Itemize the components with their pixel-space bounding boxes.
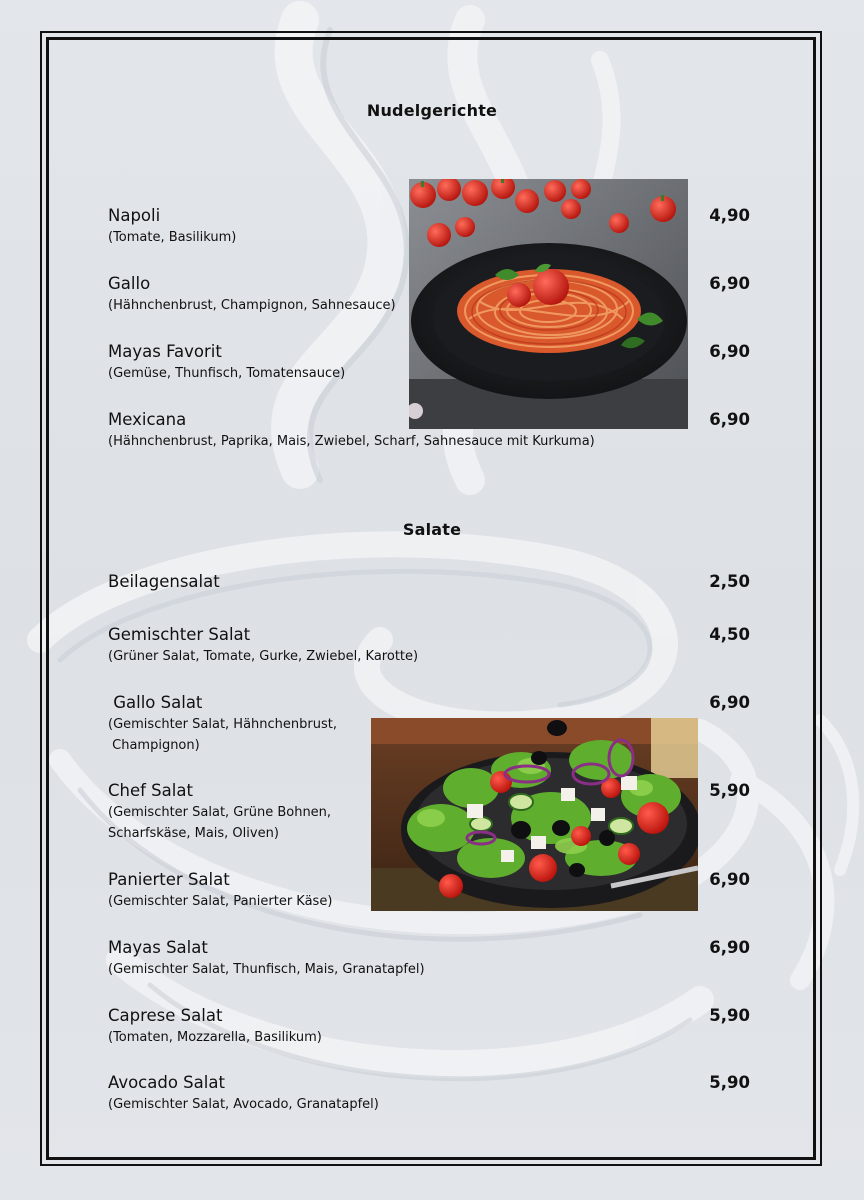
item-price: 6,90 [709, 274, 750, 293]
item-description: (Gemischter Salat, Hähnchenbrust, [108, 717, 337, 732]
item-description: (Hähnchenbrust, Champignon, Sahnesauce) [108, 298, 396, 313]
item-price: 6,90 [709, 410, 750, 429]
item-description: (Gemischter Salat, Grüne Bohnen, [108, 805, 332, 820]
menu-item-napoli [108, 205, 236, 248]
item-price: 5,90 [709, 1073, 750, 1092]
item-description: (Gemischter Salat, Panierter Käse) [108, 894, 333, 909]
item-price: 6,90 [709, 342, 750, 361]
item-description: (Gemischter Salat, Avocado, Granatapfel) [108, 1097, 379, 1112]
item-name: Gemischter Salat [108, 625, 251, 644]
item-name: Napoli [108, 206, 161, 225]
item-name: Avocado Salat [108, 1073, 225, 1092]
item-price: 4,90 [709, 206, 750, 225]
item-name: Caprese Salat [108, 1006, 223, 1025]
item-price: 6,90 [709, 870, 750, 889]
item-price: 6,90 [709, 938, 750, 957]
menu-item-mayas-salat [108, 937, 425, 980]
item-description: (Tomaten, Mozzarella, Basilikum) [108, 1030, 322, 1045]
menu-item-chef-salat [108, 780, 331, 844]
item-price: 5,90 [709, 1006, 750, 1025]
item-price: 6,90 [709, 693, 750, 712]
item-description: (Tomate, Basilikum) [108, 230, 237, 245]
item-price: 4,50 [709, 625, 750, 644]
menu-item-gallo-salat [108, 692, 337, 756]
section-title-salate: Salate [402, 520, 462, 539]
section-title-nudelgerichte: Nudelgerichte [366, 101, 498, 120]
item-name: Chef Salat [108, 781, 193, 800]
item-description-line2: Scharfskäse, Mais, Oliven) [108, 826, 279, 841]
item-description-line2: Champignon) [108, 738, 200, 753]
item-description: (Hähnchenbrust, Paprika, Mais, Zwiebel, Scharf, Sahnesauce mit Kurkuma) [108, 434, 595, 449]
item-name: Gallo Salat [108, 693, 203, 712]
item-name: Mayas Salat [108, 938, 208, 957]
menu-item-panierter-salat [108, 869, 332, 912]
item-price: 5,90 [709, 781, 750, 800]
item-description: (Grüner Salat, Tomate, Gurke, Zwiebel, Karotte) [108, 649, 419, 664]
menu-item-gemischter-salat [108, 624, 418, 667]
salad-photo [371, 718, 698, 911]
menu-item-gallo [108, 273, 396, 316]
menu-item-avocado-salat [108, 1072, 379, 1115]
item-name: Panierter Salat [108, 870, 230, 889]
menu-item-mayas-favorit [108, 341, 345, 384]
menu-item-caprese-salat [108, 1005, 322, 1048]
menu-item-beilagensalat [108, 571, 220, 593]
item-description: (Gemischter Salat, Thunfisch, Mais, Granatapfel) [108, 962, 425, 977]
pasta-photo [409, 179, 688, 429]
item-name: Mayas Favorit [108, 342, 222, 361]
item-description: (Gemüse, Thunfisch, Tomatensauce) [108, 366, 346, 381]
item-name: Mexicana [108, 410, 187, 429]
item-name: Beilagensalat [108, 572, 220, 591]
item-name: Gallo [108, 274, 151, 293]
item-price: 2,50 [709, 572, 750, 591]
